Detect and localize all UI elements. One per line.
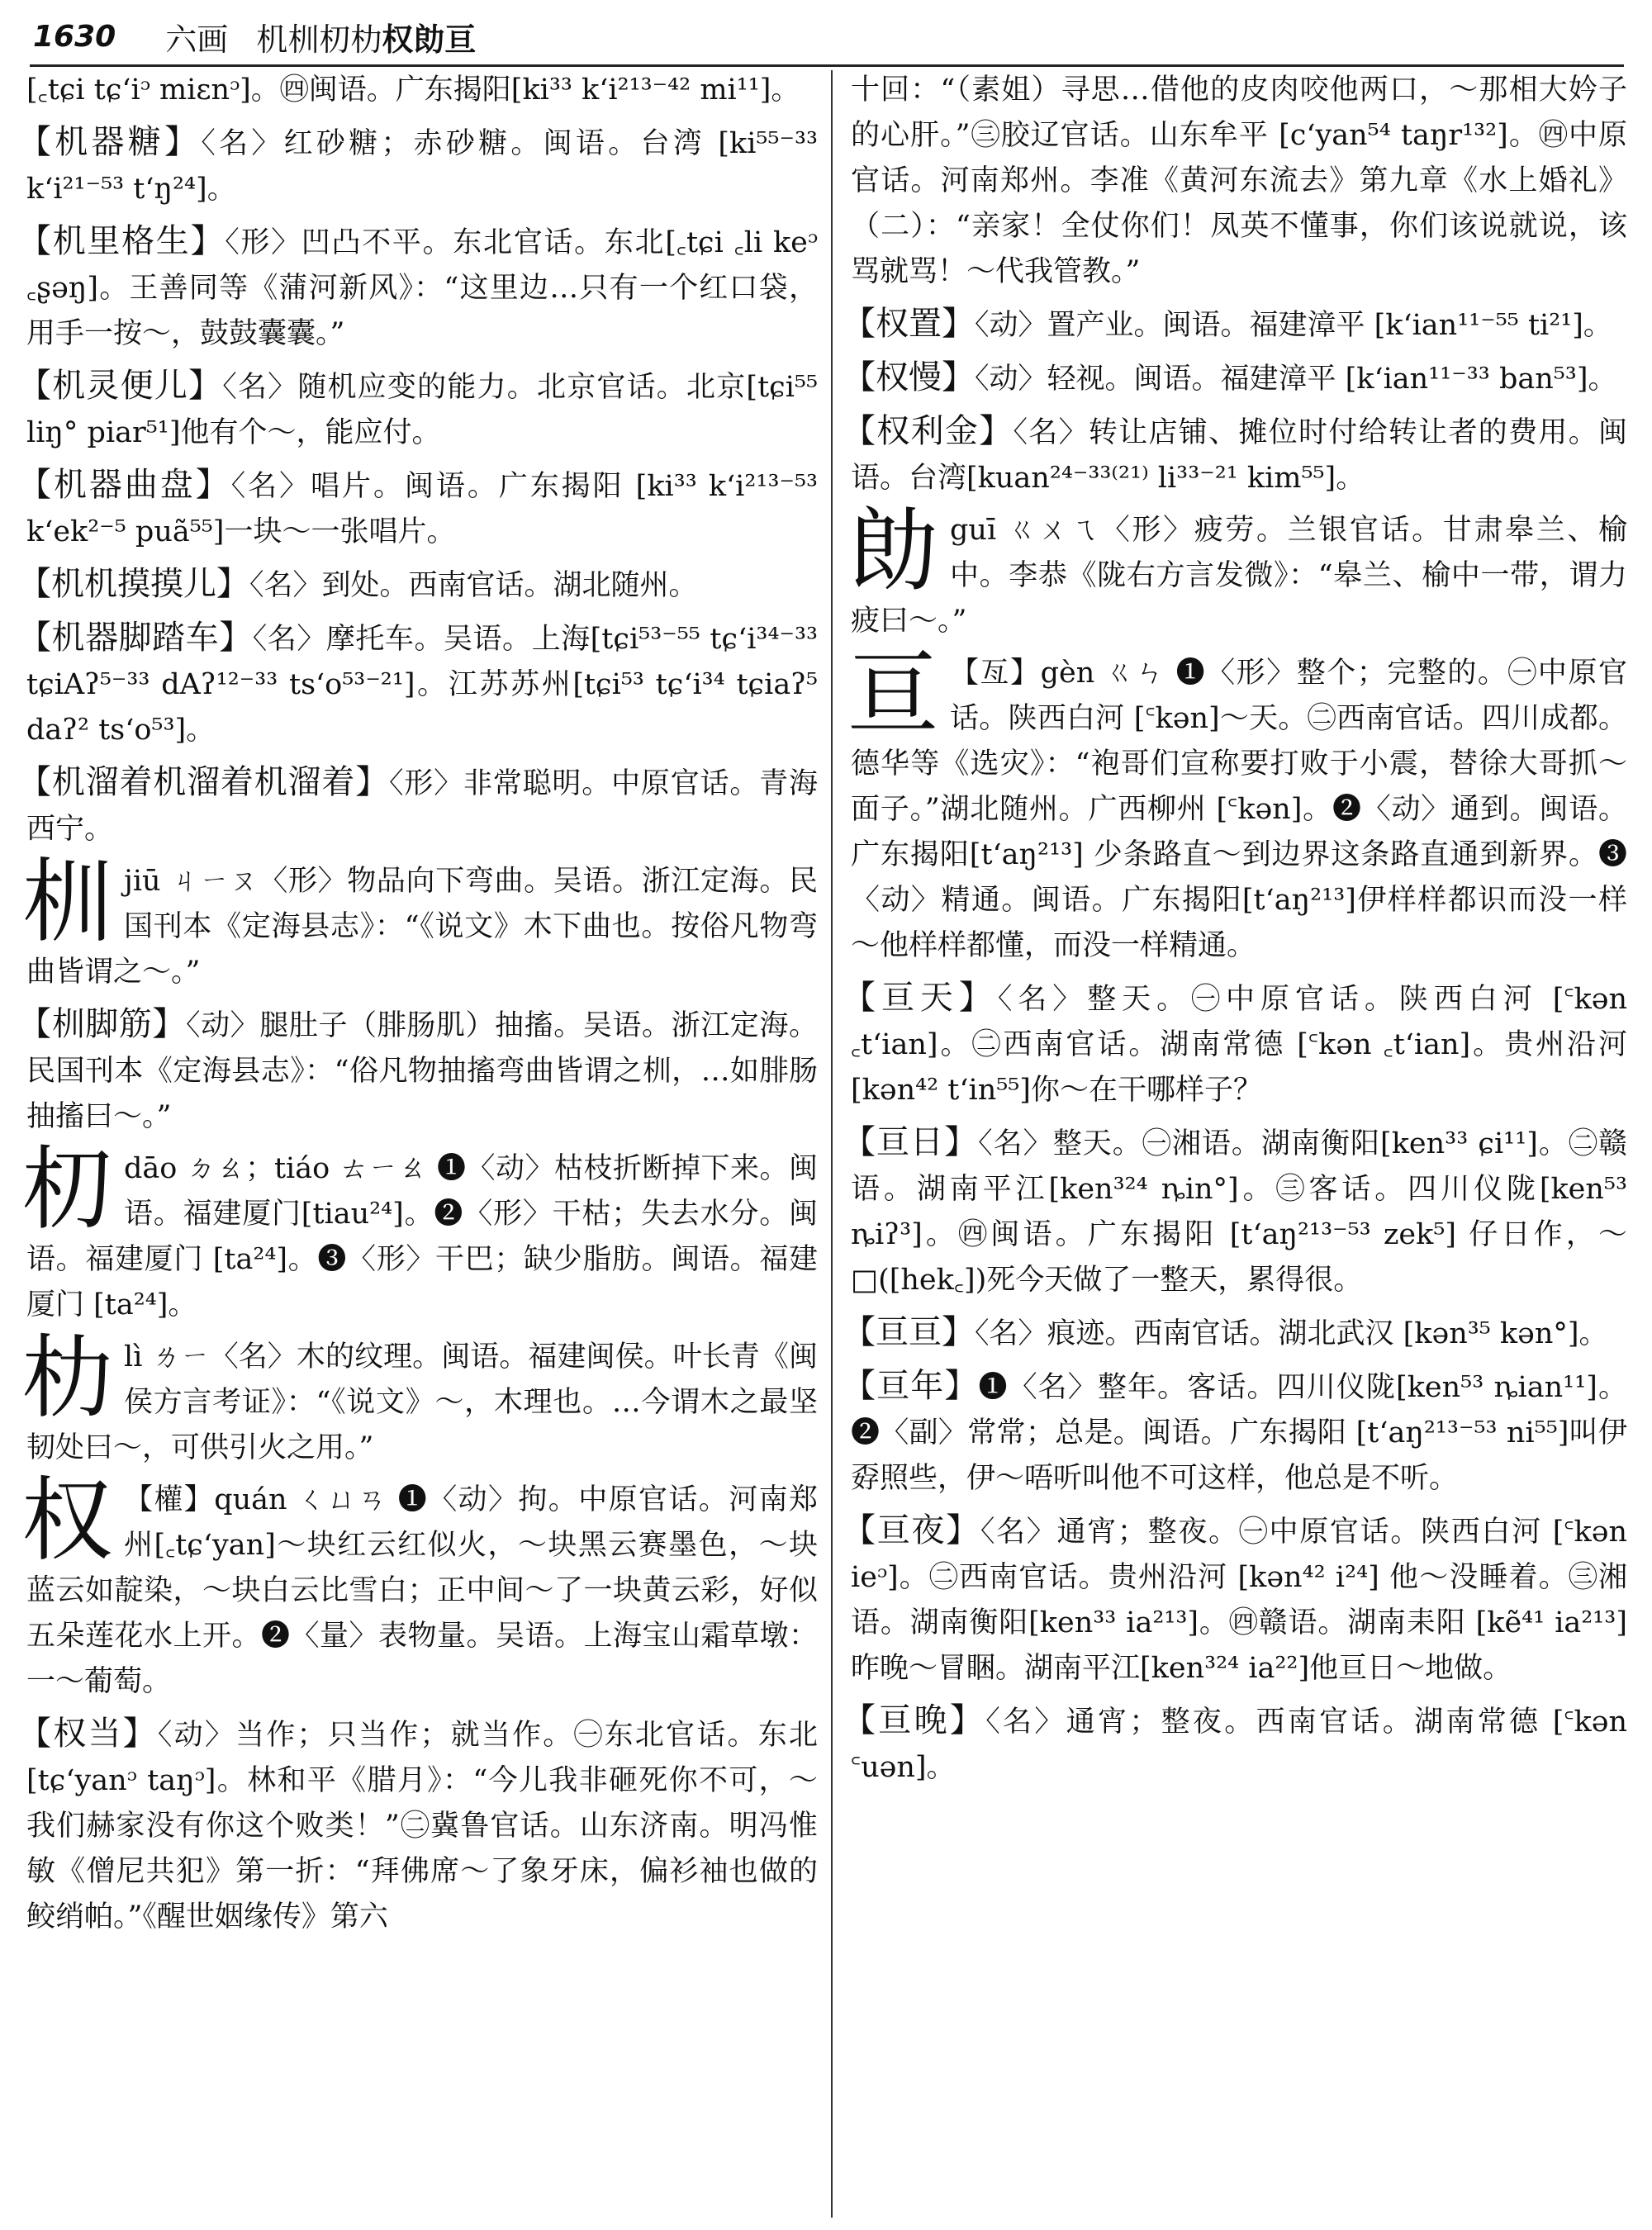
- headword: 【杊脚筋】: [18, 1005, 186, 1043]
- dictionary-entry: [851, 68, 1627, 295]
- character-entry: [847, 641, 1627, 969]
- page-header: [30, 8, 1624, 67]
- dictionary-entry: [18, 562, 818, 609]
- entry-text: 〈名〉通宵；整夜。㊀中原官话。陕西白河 [꜂kən ieᵓ]。㊁西南官话。贵州沿河 [kən⁴² i²⁴] 他～没睡着。㊂湘语。湖南衡阳[ken³³ ia²¹³]。㊃赣语。湖南耒阳 [kẽ⁴¹ ia²¹³] 昨晚～冒睏。湖南平江[ken³²⁴ ia²²]他亘日～地做。: [851, 1516, 1627, 1685]
- dictionary-entry: [843, 1310, 1627, 1357]
- character-entry: [21, 849, 818, 995]
- dictionary-entry: [843, 1698, 1628, 1791]
- entry-text: 〈动〉置产业。闽语。福建漳平 [kʻian¹¹⁻⁵⁵ ti²¹]。: [975, 309, 1612, 342]
- head-character: 勆: [847, 498, 938, 604]
- headword: 【亘晚】: [843, 1701, 986, 1739]
- entry-text: 〈名〉转让店铺、摊位时付给转让者的费用。闽语。台湾[kuan²⁴⁻³³⁽²¹⁾ li³³⁻²¹ kim⁵⁵]。: [851, 416, 1627, 495]
- right-column: [843, 68, 1628, 1797]
- dictionary-entry: [843, 975, 1628, 1113]
- entry-text: 〈名〉整天。㊀中原官话。陕西白河 [꜂kən ꜀tʻian]。㊁西南官话。湖南常德 [꜂kən ꜀tʻian]。贵州沿河[kən⁴² tʻin⁵⁵]你～在干哪样子？: [851, 983, 1628, 1107]
- entry-text: 〈名〉痕迹。西南官话。湖北武汉 [kən³⁵ kən°]。: [975, 1317, 1608, 1350]
- section-label: 六画: [165, 21, 229, 58]
- entry-text: lì ㄌㄧ〈名〉木的纹理。闽语。福建闽侯。叶长青《闽侯方言考证》：“《说文》～，木理也。…今谓木之最坚韧处曰～，可供引火之用。”: [26, 1340, 818, 1464]
- entry-text: jiū ㄐㄧㄡ〈形〉物品向下弯曲。吴语。浙江定海。民国刊本《定海县志》：“《说文》木下曲也。按俗凡物弯曲皆谓之～。”: [26, 865, 818, 989]
- headword: 【机器脚踏车】: [18, 619, 253, 657]
- headword: 【亘日】: [843, 1123, 979, 1161]
- head-character: 朸: [21, 1325, 112, 1431]
- entry-text: 〈名〉通宵；整夜。西南官话。湖南常德 [꜂kən ꜂uən]。: [851, 1706, 1628, 1784]
- entry-text: 〈名〉唱片。闽语。广东揭阳 [ki³³ kʻi²¹³⁻⁵³ kʻek²⁻⁵ puã⁵⁵]一块～一张唱片。: [26, 470, 819, 548]
- head-character: 权: [21, 1468, 112, 1573]
- entry-text: 〈动〉轻视。闽语。福建漳平 [kʻian¹¹⁻³³ ban⁵³]。: [975, 363, 1617, 396]
- head-character: 亘: [847, 641, 938, 747]
- headword: 【权当】: [18, 1715, 158, 1753]
- header-characters: [256, 14, 476, 59]
- entry-text: 〈动〉当作；只当作；就当作。㊀东北官话。东北[tɕʻyanᵓ taŋᵓ]。林和平《腊月》：“今儿我非砸死你不可，～我们赫家没有你这个败类！”㊁冀鲁官话。山东济南。明冯惟敏《僧尼共犯》第一折：“拜佛席～了象牙床，偏衫袖也做的鲛绡帕。”《醒世姻缘传》第六: [26, 1719, 818, 1933]
- headword: 【亘夜】: [843, 1511, 980, 1549]
- dictionary-entry: [18, 120, 819, 212]
- character-entry: [21, 1468, 818, 1705]
- headword: 【亘天】: [843, 979, 998, 1017]
- entry-text: [꜀tɕi tɕʻiᵓ miɛnᵓ]。㊃闽语。广东揭阳[ki³³ kʻi²¹³⁻⁴² mi¹¹]。: [26, 74, 800, 107]
- dictionary-entry: [843, 301, 1627, 349]
- dictionary-entry: [18, 1711, 818, 1940]
- dictionary-entry: [18, 1002, 818, 1140]
- entry-text: 十回：“（素姐）寻思…借他的皮肉咬他两口，～那相大妗子的心肝。”㊂胶辽官话。山东牟平 [cʻyan⁵⁴ taŋr¹³²]。㊃中原官话。河南郑州。李准《黄河东流去》第九章《水上婚礼》（二）：“亲家！全仗你们！凤英不懂事，你们该说就说，该骂就骂！～代我管教。”: [851, 74, 1627, 288]
- dictionary-entry: [18, 760, 818, 852]
- page-number: 1630: [33, 19, 116, 54]
- entry-text: 〈形〉非常聪明。中原官话。青海西宁。: [26, 767, 818, 846]
- character-entry: [21, 1325, 818, 1471]
- dictionary-entry: [18, 615, 819, 753]
- dictionary-entry: [843, 1508, 1627, 1691]
- dictionary-entry: [843, 1120, 1627, 1303]
- entry-text: 〈名〉红砂糖；赤砂糖。闽语。台湾 [ki⁵⁵⁻³³ kʻi²¹⁻⁵³ tʻŋ²⁴]。: [26, 127, 819, 206]
- entry-text: 〈名〉摩托车。吴语。上海[tɕi⁵³⁻⁵⁵ tɕʻi³⁴⁻³³ tɕiAʔ⁵⁻³³ dAʔ¹²⁻³³ tsʻo⁵³⁻²¹]。江苏苏州[tɕi⁵³ tɕʻi³⁴ tɕiaʔ⁵ daʔ² tsʻo⁵³]。: [26, 623, 819, 747]
- left-column: [18, 68, 819, 1947]
- headword: 【机器糖】: [18, 123, 202, 161]
- entry-text: 〈名〉整天。㊀湘语。湖南衡阳[ken³³ ɕi¹¹]。㊁赣语。湖南平江[ken³²⁴ ȵin°]。㊂客话。四川仪陇[ken⁵³ ȵiʔ³]。㊃闽语。广东揭阳 [tʻaŋ²¹³⁻⁵³ zek⁵] 仔日作，～□([hek꜀])死今天做了一整天，累得很。: [851, 1127, 1627, 1297]
- entry-text: 〈动〉腿肚子（腓肠肌）抽搐。吴语。浙江定海。民国刊本《定海县志》：“俗凡物抽搐弯曲皆谓之杊，…如腓肠抽搐曰～。”: [26, 1009, 818, 1133]
- dictionary-entry: [843, 1364, 1627, 1502]
- character-entry: [847, 498, 1627, 644]
- entry-text: 【權】quán ㄑㄩㄢ ❶〈动〉拘。中原官话。河南郑州[꜀tɕʻyan]～块红云红似火，～块黑云赛墨色，～块蓝云如靛染，～块白云比雪白；正中间～了一块黄云彩，好似五朵莲花水上开。❷〈量〉表物量。吴语。上海宝山霜草墩：一～葡萄。: [26, 1483, 818, 1698]
- dictionary-entry: [26, 68, 818, 113]
- header-chars-plain: 机杊朷朸: [256, 21, 382, 58]
- headword: 【权慢】: [843, 358, 975, 396]
- entry-text: dāo ㄉㄠ；tiáo ㄊㄧㄠ ❶〈动〉枯枝折断掉下来。闽语。福建厦门[tiau²⁴]。❷〈形〉干枯；失去水分。闽语。福建厦门 [ta²⁴]。❸〈形〉干巴；缺少脂肪。闽语。福建厦门 [ta²⁴]。: [26, 1152, 818, 1321]
- dictionary-entry: [18, 219, 819, 357]
- headword: 【权置】: [843, 305, 975, 343]
- dictionary-entry: [843, 355, 1627, 402]
- entry-text: guī ㄍㄨㄟ〈形〉疲劳。兰银官话。甘肃皋兰、榆中。李恭《陇右方言发微》：“皋兰、榆中一带，谓力疲曰～。”: [851, 514, 1627, 638]
- entry-text: 【亙】gèn ㄍㄣ ❶〈形〉整个；完整的。㊀中原官话。陕西白河 [꜂kən]～天。㊁西南官话。四川成都。德华等《选灾》：“袍哥们宣称要打败于小震，替徐大哥抓～面子。”湖北随州。广西柳州 [꜂kən]。❷〈动〉通到。闽语。广东揭阳[tʻaŋ²¹³] 少条路直～到边界这条路直通到新界。❸〈动〉精通。闽语。广东揭阳[tʻaŋ²¹³]伊样样都识而没一样～他样样都懂，而没一样精通。: [851, 657, 1627, 962]
- head-character: 朷: [21, 1136, 112, 1242]
- header-chars-bold: 权勆亘: [382, 20, 477, 58]
- headword: 【权利金】: [843, 412, 1014, 450]
- headword: 【机机摸摸儿】: [18, 565, 249, 603]
- dictionary-entry: [843, 409, 1627, 501]
- entry-text: ❶〈名〉整年。客话。四川仪陇[ken⁵³ ȵian¹¹]。❷〈副〉常常；总是。闽语。广东揭阳 [tʻaŋ²¹³⁻⁵³ ni⁵⁵]叫伊孬照些，伊～唔听叫他不可这样，他总是不听。: [851, 1371, 1627, 1495]
- headword: 【机器曲盘】: [18, 466, 231, 504]
- head-character: 杊: [21, 849, 112, 955]
- character-entry: [21, 1136, 818, 1328]
- entry-text: 〈名〉到处。西南官话。湖北随州。: [249, 569, 698, 602]
- dictionary-entry: [18, 363, 818, 456]
- headword: 【机溜着机溜着机溜着】: [18, 763, 390, 801]
- dictionary-entry: [18, 463, 819, 555]
- column-divider: [831, 70, 833, 2218]
- entry-text: 〈名〉随机应变的能力。北京官话。北京[tɕi⁵⁵ liŋ° piar⁵¹]他有个～，能应付。: [26, 371, 818, 449]
- headword: 【机灵便儿】: [18, 367, 223, 405]
- entry-text: 〈形〉凹凸不平。东北官话。东北[꜀tɕi ꜀li keᵓ ꜀ʂəŋ]。王善同等《蒲河新风》：“这里边…只有一个红口袋，用手一按～，鼓鼓囊囊。”: [26, 226, 819, 350]
- headword: 【亘亘】: [843, 1313, 975, 1351]
- headword: 【机里格生】: [18, 222, 225, 260]
- headword: 【亘年】: [843, 1367, 979, 1405]
